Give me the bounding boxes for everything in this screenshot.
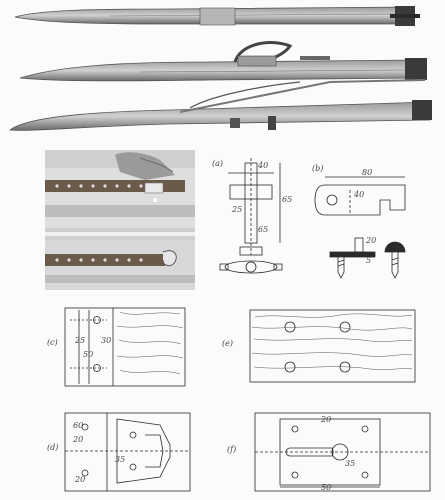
- figure-f-label: (f): [227, 445, 237, 454]
- figure-b-dim-2: 40: [354, 190, 365, 199]
- figure-a-label: (a): [212, 159, 224, 168]
- figure-c: [45, 300, 190, 390]
- figure-c-label: (c): [47, 338, 58, 347]
- figure-e: [220, 305, 435, 385]
- figure-e-label: (e): [222, 339, 233, 348]
- figure-c-dim-1: 25: [75, 336, 86, 345]
- figure-b-dim-1: 80: [362, 168, 373, 177]
- figure-b: [310, 160, 430, 285]
- figure-a-dim-3: 25: [232, 205, 243, 214]
- figure-d-dim-4: 20: [75, 475, 86, 484]
- figure-b-label: (b): [312, 164, 324, 173]
- figure-c-dim-2: 50: [83, 350, 94, 359]
- figure-a-dim-2: 65: [282, 195, 293, 204]
- figure-d: [45, 405, 195, 495]
- figure-b-dim-3: 20: [366, 236, 377, 245]
- figure-f-dim-1: 20: [321, 415, 332, 424]
- figure-f-dim-2: 35: [345, 459, 356, 468]
- figure-b-dim-4: 5: [366, 256, 372, 265]
- ski-3: [10, 80, 432, 130]
- figure-a: [210, 155, 300, 290]
- figure-d-label: (d): [47, 443, 59, 452]
- figure-c-dim-3: 30: [101, 336, 112, 345]
- figure-a-dim-4: 65: [258, 225, 269, 234]
- strap-photo: [45, 150, 195, 290]
- skis-photo: [0, 0, 445, 145]
- ski-2: [20, 43, 427, 81]
- figure-f-dim-3: 50: [321, 483, 332, 492]
- figure-a-dim-1: 40: [258, 161, 269, 170]
- figure-f: [225, 405, 435, 495]
- figure-d-dim-2: 20: [73, 435, 84, 444]
- ski-1: [15, 6, 420, 26]
- figure-d-dim-1: 60: [73, 421, 84, 430]
- figure-d-dim-3: 35: [115, 455, 126, 464]
